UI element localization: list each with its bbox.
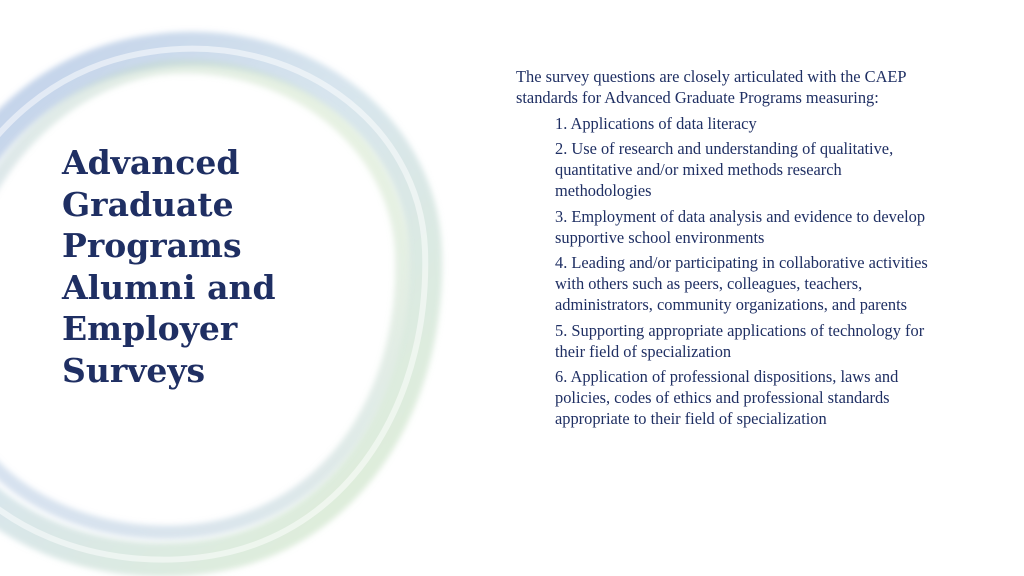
list-item: 5. Supporting appropriate applications of technology for their field of specialization	[555, 320, 925, 361]
list-item: 3. Employment of data analysis and evidence to develop supportive school environments	[555, 206, 926, 247]
body-text	[516, 67, 928, 435]
title-line: Employer	[62, 309, 238, 348]
list-item: 4. Leading and/or participating in collaborative activities with others such as peers, colleagues, teachers, administrators, community organizations, and parents	[555, 253, 928, 314]
intro-paragraph: The survey questions are closely articulated with the CAEP standards for Advanced Graduate Programs measuring:	[516, 67, 906, 107]
title-line: Surveys	[62, 350, 206, 390]
list-item: 6. Application of professional dispositions, laws and policies, codes of ethics and professional standards appropriate to their field of specialization	[555, 367, 899, 428]
title-line: Graduate	[62, 184, 234, 224]
measures-list	[516, 114, 928, 430]
list-item: 1. Applications of data literacy	[555, 113, 757, 133]
title-line: Programs	[62, 226, 242, 265]
title-line: Advanced	[62, 143, 240, 182]
list-item: 2. Use of research and understanding of qualitative, quantitative and/or mixed methods research methodologies	[555, 139, 894, 200]
slide-title	[62, 142, 362, 391]
title-line: Alumni and	[62, 267, 276, 307]
